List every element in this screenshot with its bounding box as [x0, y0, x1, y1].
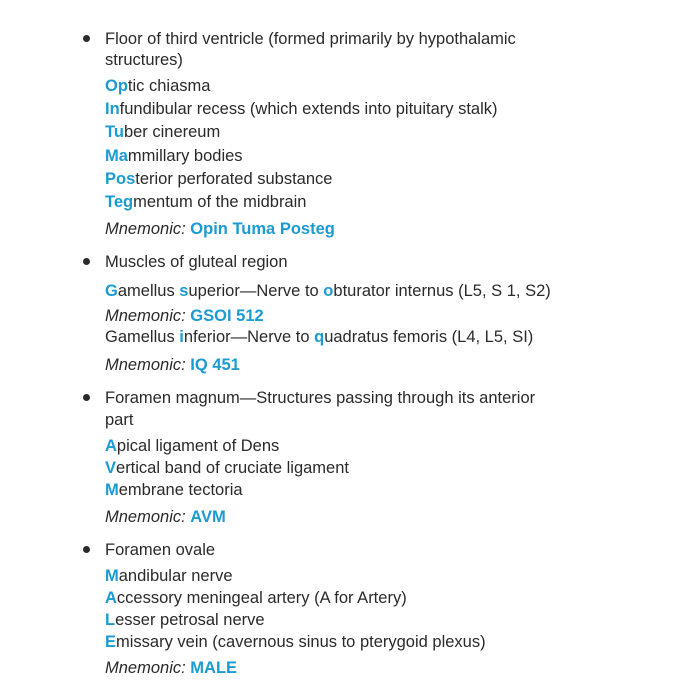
- bullet-icon: [83, 546, 90, 553]
- item-text: andibular nerve: [118, 567, 233, 585]
- mnemonic-value: GSOI 512: [190, 307, 264, 325]
- mnemonic-value: Opin Tuma Posteg: [190, 220, 335, 238]
- initials: A: [105, 437, 117, 455]
- item-text: ber cinereum: [123, 123, 221, 141]
- initials: L: [105, 611, 116, 629]
- bullet-icon: [83, 258, 90, 265]
- mnemonic-label: Mnemonic:: [105, 356, 186, 374]
- item-text: amellus: [117, 282, 180, 300]
- mnemonic-line: [105, 658, 237, 678]
- bullet-icon: [83, 394, 90, 401]
- item-text: missary vein (cavernous sinus to pterygoid plexus): [116, 633, 486, 651]
- list-item: [105, 122, 220, 142]
- mnemonic-label: Mnemonic:: [105, 659, 186, 677]
- list-item: [105, 480, 243, 500]
- initials: Pos: [105, 170, 136, 188]
- mnemonic-value: AVM: [190, 508, 226, 526]
- item-text: ccessory meningeal artery (A for Artery): [116, 589, 407, 607]
- mnemonic-label: Mnemonic:: [105, 220, 186, 238]
- initials: s: [179, 282, 189, 300]
- item-text: tic chiasma: [127, 77, 211, 95]
- list-item: [105, 192, 306, 212]
- initials: E: [105, 633, 117, 651]
- list-item: [105, 458, 349, 478]
- list-item: [105, 566, 233, 586]
- item-text: mentum of the midbrain: [133, 193, 307, 211]
- list-item: [105, 281, 551, 301]
- section-title-continuation: part: [105, 411, 134, 429]
- initials: M: [105, 567, 119, 585]
- mnemonic-label: Mnemonic:: [105, 508, 186, 526]
- item-text: terior perforated substance: [135, 170, 333, 188]
- initials: A: [105, 589, 117, 607]
- item-text: uperior—Nerve to: [188, 282, 324, 300]
- list-item: [105, 99, 498, 119]
- mnemonic-value: IQ 451: [190, 356, 240, 374]
- mnemonic-line: [105, 507, 226, 527]
- initials: Op: [105, 77, 128, 95]
- mnemonic-line: [105, 355, 240, 375]
- list-item: [105, 146, 243, 166]
- item-text: bturator internus (L5, S 1, S2): [333, 282, 551, 300]
- section-title: Foramen magnum—Structures passing through its anterior: [105, 389, 536, 407]
- initials: q: [314, 328, 325, 346]
- initials: Ma: [105, 147, 128, 165]
- item-text: embrane tectoria: [118, 481, 243, 499]
- initials: V: [105, 459, 117, 477]
- initials: Teg: [105, 193, 134, 211]
- bullet-icon: [83, 35, 90, 42]
- item-text: pical ligament of Dens: [116, 437, 280, 455]
- initials: In: [105, 100, 120, 118]
- initials: G: [105, 282, 118, 300]
- item-text: ertical band of cruciate ligament: [116, 459, 349, 477]
- list-item: [105, 610, 265, 630]
- list-item: [105, 327, 533, 347]
- item-text: esser petrosal nerve: [115, 611, 265, 629]
- initials: i: [179, 328, 184, 346]
- mnemonic-line: [105, 306, 264, 326]
- initials: M: [105, 481, 119, 499]
- mnemonic-value: MALE: [190, 659, 238, 677]
- list-item: [105, 76, 210, 96]
- mnemonic-label: Mnemonic:: [105, 307, 186, 325]
- item-text: mmillary bodies: [127, 147, 243, 165]
- initials: o: [323, 282, 334, 300]
- item-text: Gamellus: [105, 328, 180, 346]
- item-text: nferior—Nerve to: [183, 328, 315, 346]
- list-item: [105, 632, 486, 652]
- item-text: uadratus femoris (L4, L5, SI): [324, 328, 534, 346]
- list-item: [105, 436, 279, 456]
- section-title-continuation: structures): [105, 51, 183, 69]
- section-title: Floor of third ventricle (formed primarily by hypothalamic: [105, 30, 516, 48]
- list-item: [105, 588, 407, 608]
- initials: Tu: [105, 123, 124, 141]
- section-title: Foramen ovale: [105, 541, 216, 559]
- mnemonic-line: [105, 219, 335, 239]
- item-text: fundibular recess (which extends into pituitary stalk): [119, 100, 498, 118]
- section-title: Muscles of gluteal region: [105, 253, 288, 271]
- list-item: [105, 169, 332, 189]
